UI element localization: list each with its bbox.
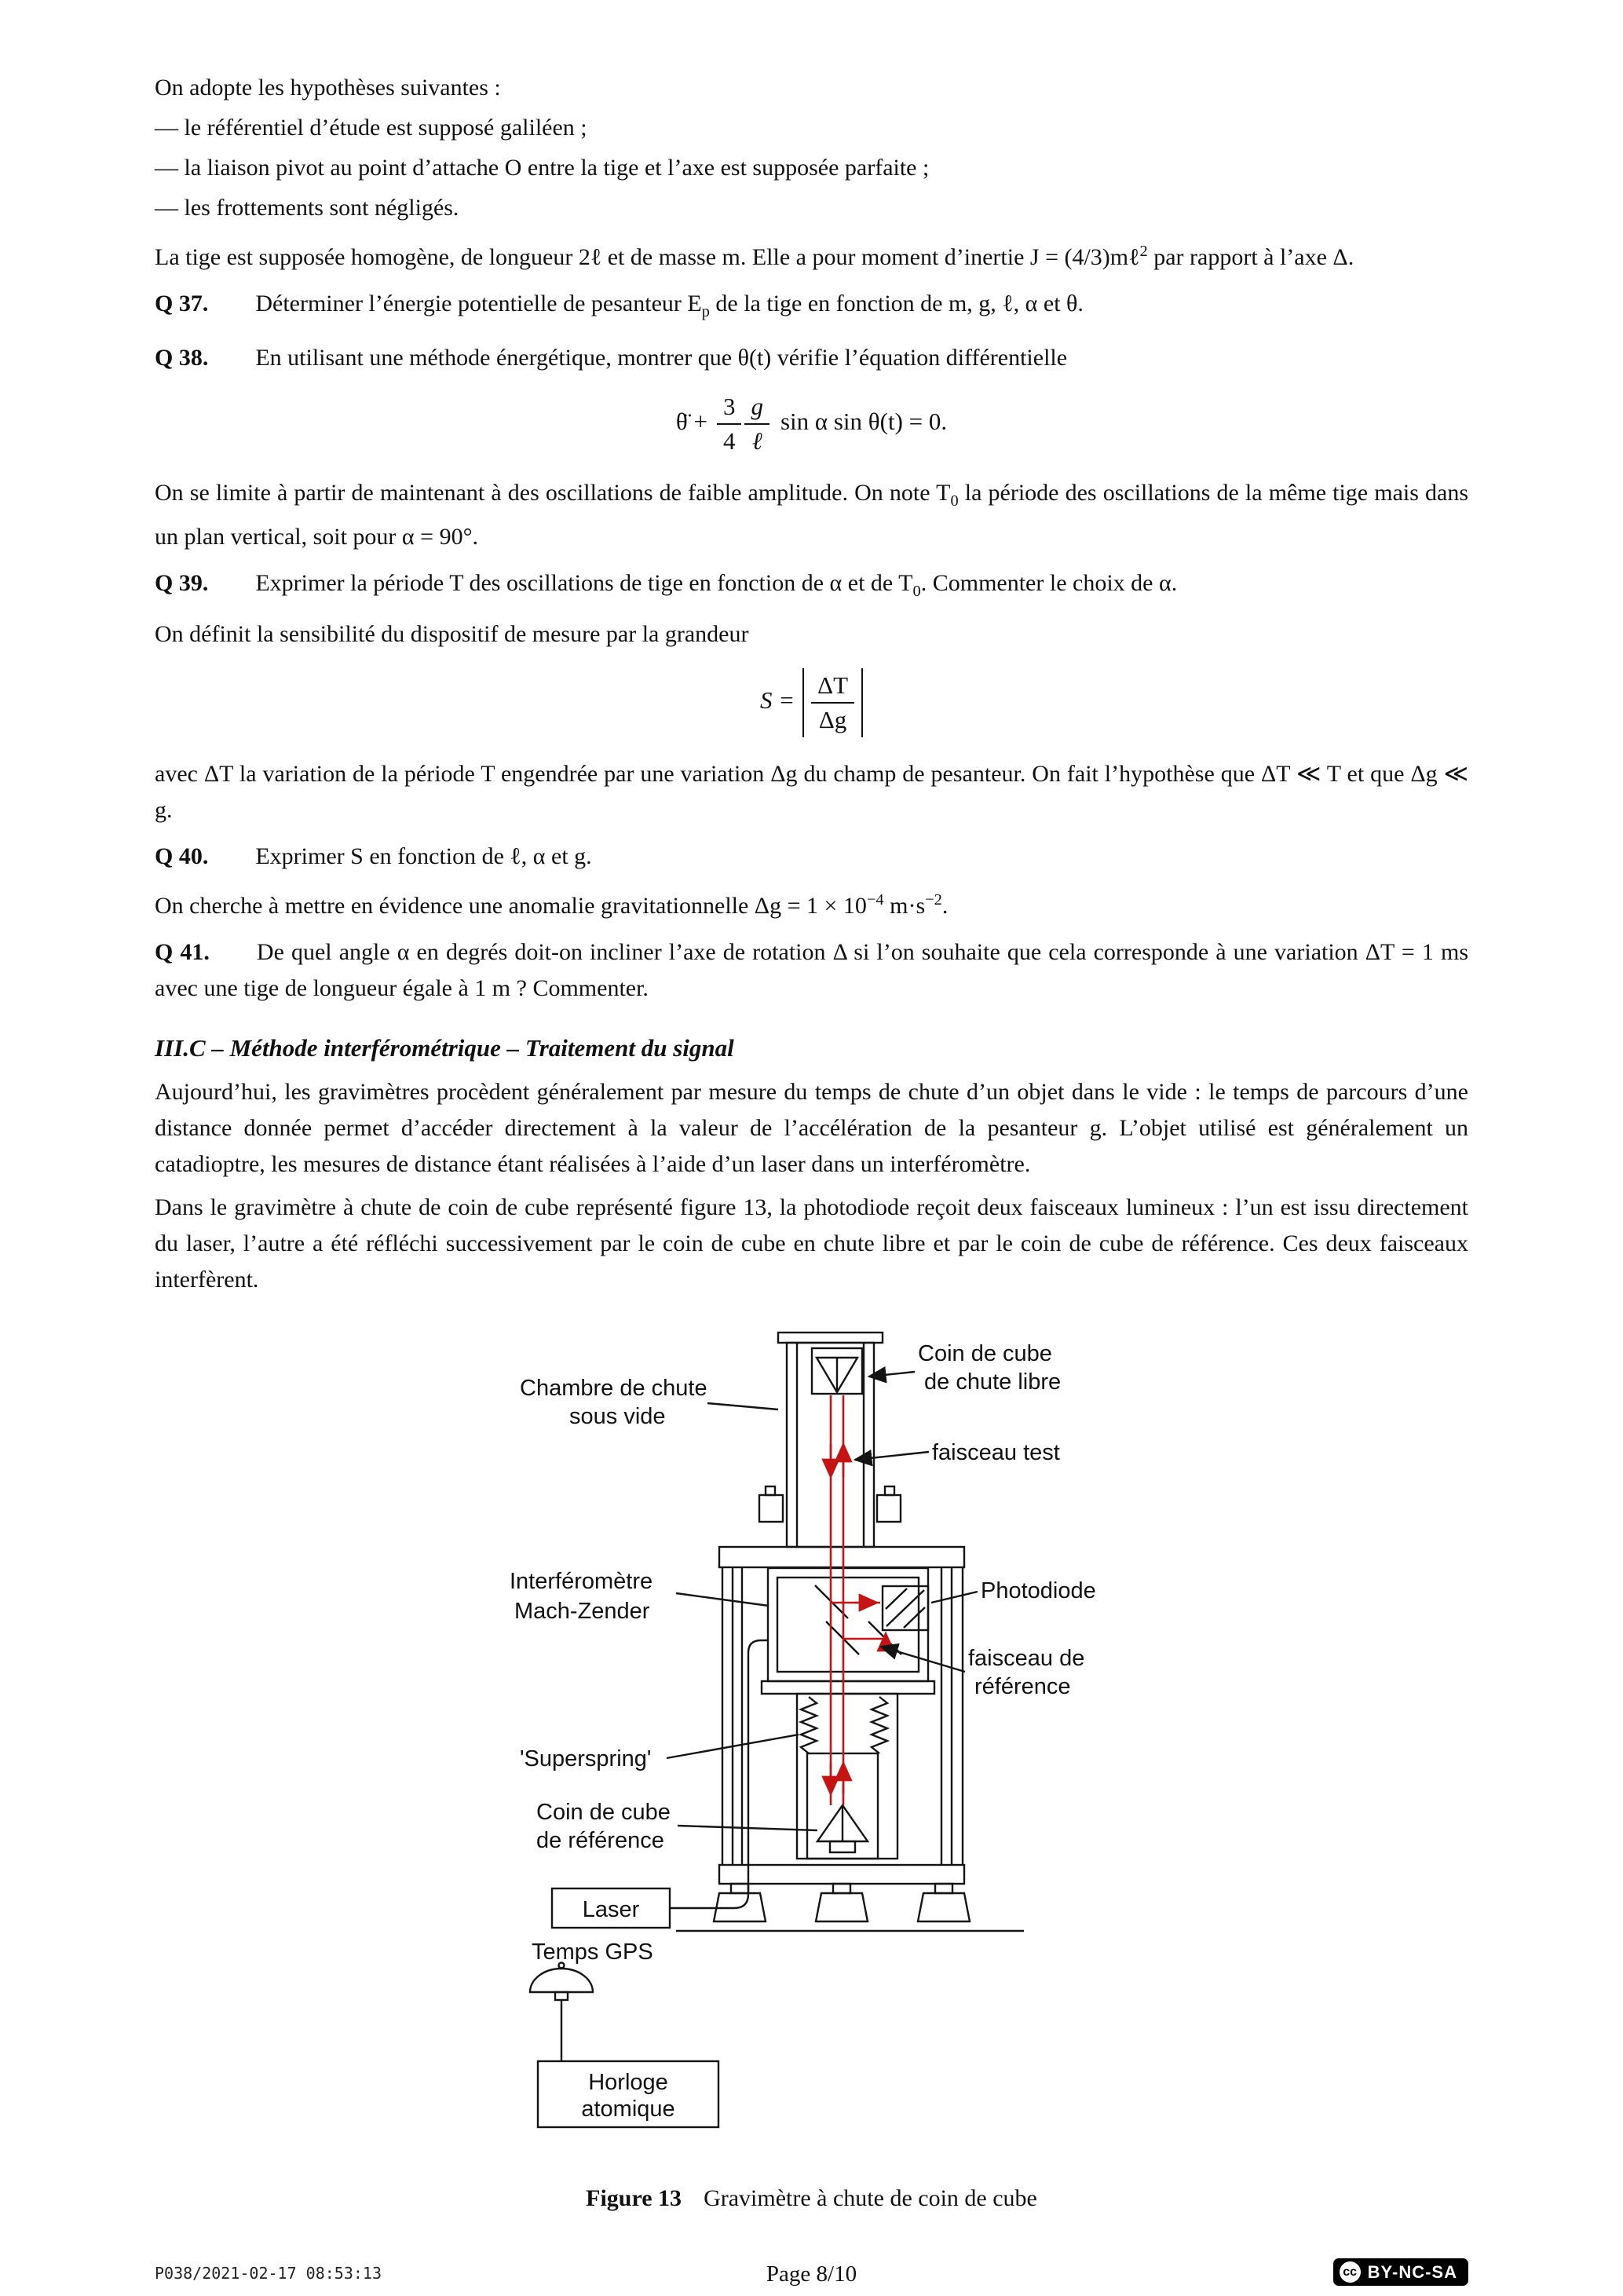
fraction-dT-over-dg: $\frac{\Delta T}{\Delta g}$ (811, 671, 854, 735)
label-vacuum-chamber-line1: Chambre de chute (520, 1376, 707, 1402)
question-37-label: Q 37. (155, 291, 209, 316)
label-reference-beam-line2: référence (974, 1674, 1071, 1700)
fraction-g-over-l: $\frac{g}{\text{ℓ}}$ (744, 392, 769, 456)
sensitivity-lhs: S = (759, 686, 795, 715)
question-41-label: Q 41. (155, 939, 210, 966)
question-38-label: Q 38. (155, 345, 209, 371)
page-footer (155, 2251, 1468, 2287)
spring-right (872, 1697, 887, 1753)
figure-caption-text: Gravimètre à chute de coin de cube (704, 2185, 1037, 2212)
label-interferometer-line1: Interféromètre (510, 1569, 653, 1595)
section-heading-IIIC: III.C – Méthode interférométrique – Traitement du signal (155, 1034, 734, 1062)
label-reference-cube-line2: de référence (536, 1828, 664, 1854)
question-39-label: Q 39. (155, 570, 209, 597)
fraction-three-quarters: $\frac{3}{4}$ (717, 392, 742, 456)
paragraph-variation: avec ΔT la variation de la période T engendrée par une variation Δg du champ de pesanteur. On fait l’hypothèse que ΔT ≪ T et que Δg ≪ g. (155, 761, 1468, 824)
equation-differential (155, 392, 1468, 456)
gravimeter-diagram (510, 1326, 1138, 2147)
question-41-text: De quel angle α en degrés doit-on incliner l’axe de rotation Δ si l’on souhaite que cela corresponde à une variation ΔT = 1 ms avec une tige de longueur égale à 1 m ? Commenter. (155, 939, 1468, 1002)
question-40-label: Q 40. (155, 843, 209, 870)
atomic-clock-label-line2: atomique (581, 2097, 675, 2122)
paragraph-corner-cube-gravimeter: Dans le gravimètre à chute de coin de cube représenté figure 13, la photodiode reçoit deux faisceaux lumineux : l’un est issu directement du laser, l’autre a été réfléchi successivement par le coin de cube en chute libre et par le coin de cube de référence. Ces deux faisceaux interfèrent. (155, 1194, 1468, 1293)
paragraph-rod-properties: La tige est supposée homogène, de longueur 2ℓ et de masse m. Elle a pour moment d’inertie J = (4/3)mℓ$^2$ par rapport à l’axe Δ. (155, 243, 1354, 270)
question-39-text: Exprimer la période T des oscillations de tige en fonction de α et de $T_0$. Commenter le choix de α. (255, 570, 1178, 601)
reference-corner-cube (817, 1805, 868, 1852)
question-39 (155, 565, 1468, 609)
paragraph-anomaly: On cherche à mettre en évidence une anomalie gravitationnelle $\Delta g = 1 \times 10^{-4}$ $m\cdot s^{-2}$. (155, 891, 949, 919)
gps-antenna-icon (530, 1963, 593, 2062)
figure-caption-label: Figure 13 (586, 2185, 682, 2212)
question-40-text: Exprimer S en fonction de ℓ, α et g. (255, 843, 592, 870)
equation-rhs: sin α sin θ(t) = 0. (780, 408, 948, 436)
paragraph-sensitivity-intro: On définit la sensibilité du dispositif de mesure par la grandeur (155, 621, 749, 648)
label-vacuum-chamber-line2: sous vide (569, 1404, 666, 1430)
pointer-vacuum-chamber (707, 1403, 778, 1409)
mach-zehnder-interferometer (768, 1568, 928, 1681)
label-reference-cube-line1: Coin de cube (536, 1800, 671, 1826)
hypothesis-item-3: — les frottements sont négligés. (155, 195, 459, 221)
question-37-text: Déterminer l’énergie potentielle de pesanteur $E_p$ de la tige en fonction de m, g, ℓ, α et θ. (255, 291, 1084, 320)
free-fall-corner-cube (817, 1358, 857, 1392)
label-interferometer-line2: Mach-Zender (514, 1599, 650, 1625)
paragraph-hypotheses-intro: On adopte les hypothèses suivantes : (155, 75, 501, 101)
label-superspring: 'Superspring' (520, 1746, 652, 1772)
label-gps-time: Temps GPS (532, 1940, 653, 1965)
spring-left (801, 1697, 817, 1753)
hypothesis-item-2: — la liaison pivot au point d’attache O entre la tige et l’axe est supposée parfaite ; (155, 155, 930, 181)
photodiode-box (883, 1586, 928, 1630)
pointer-free-fall-cube (869, 1372, 915, 1377)
figure-caption (155, 2185, 1468, 2212)
hypothesis-item-1: — le référentiel d’étude est supposé galiléen ; (155, 115, 587, 141)
figure-13 (510, 1326, 1468, 2151)
pointer-test-beam (855, 1452, 929, 1460)
cc-icon: cc (1340, 2261, 1361, 2283)
absolute-value-bars (802, 668, 863, 737)
equation-lhs: θ̈ + (675, 408, 707, 436)
page-number: Page 8/10 (766, 2261, 857, 2287)
laser-label: Laser (582, 1897, 640, 1923)
label-free-fall-cube-line1: Coin de cube (918, 1341, 1052, 1367)
cc-license-badge (1333, 2258, 1468, 2286)
question-41 (155, 934, 1468, 1007)
label-photodiode: Photodiode (981, 1578, 1096, 1604)
question-38-text: En utilisant une méthode énergétique, montrer que θ(t) vérifie l’équation différentielle (255, 345, 1068, 371)
paragraph-small-oscillations: On se limite à partir de maintenant à des oscillations de faible amplitude. On note $T_0$ la période des oscillations de la même tige mais dans un plan vertical, soit pour α = 90°. (155, 480, 1468, 550)
question-40 (155, 839, 1468, 875)
paragraph-free-fall-method: Aujourd’hui, les gravimètres procèdent généralement par mesure du temps de chute d’un objet dans le vide : le temps de parcours d’une distance donnée permet d’accéder directement à la valeur de l’accélération de la pesanteur g. L’objet utilisé est généralement un catadioptre, les mesures de distance étant réalisées à l’aide d’un laser dans un interféromètre. (155, 1079, 1468, 1178)
pointer-photodiode (931, 1592, 978, 1603)
equation-sensitivity (155, 668, 1468, 737)
document-stamp: P038/2021-02-17 08:53:13 (155, 2264, 382, 2283)
license-label: BY-NC-SA (1367, 2261, 1457, 2282)
label-test-beam: faisceau test (932, 1440, 1060, 1466)
label-reference-beam-line1: faisceau de (968, 1646, 1085, 1672)
question-38 (155, 340, 1468, 376)
label-free-fall-cube-line2: de chute libre (924, 1369, 1062, 1395)
superspring-housing (762, 1681, 934, 1859)
atomic-clock-label-line1: Horloge (588, 2070, 668, 2096)
question-37 (155, 286, 1468, 330)
